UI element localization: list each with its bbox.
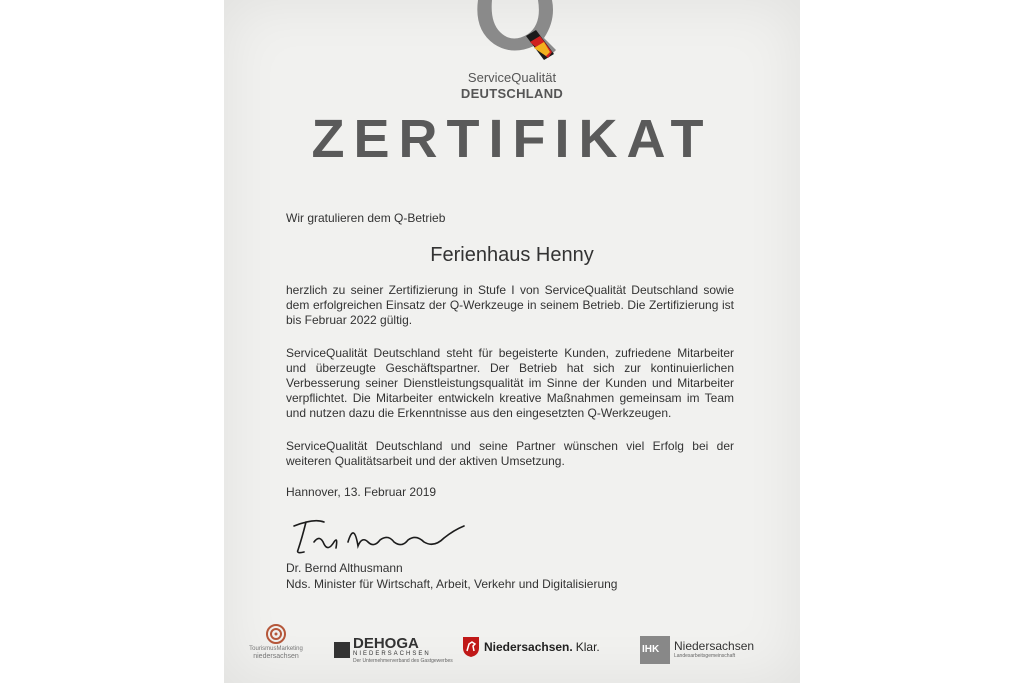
brand-line-1: ServiceQualität <box>467 70 557 85</box>
paragraph-certification: herzlich zu seiner Zertifizierung in Stufe I von ServiceQualität Deutschland sowie dem erfolgreichen Einsatz der Q-Werkzeuge in seinem Betrieb. Die Zertifizierung ist bis Februar 2022 gültig. <box>286 283 734 327</box>
tourism-line-2: niedersachsen <box>253 653 299 660</box>
certificate-title: ZERTIFIKAT <box>311 109 713 169</box>
niedersachsen-name: Niedersachsen. <box>484 640 573 654</box>
paragraph-wishes: ServiceQualität Deutschland und seine Partner wünschen viel Erfolg bei der weiteren Qualitätsarbeit und der aktiven Umsetzung. <box>286 439 734 468</box>
paragraph-description: ServiceQualität Deutschland steht für begeisterte Kunden, zufriedene Mitarbeiter und überzeugte Geschäftspartner. Der Betrieb hat sich zur kontinuierlichen Verbesserung seiner Dienstleistungsqualität im Sinne der Kunden und Mitarbeiter verpflichtet. Die Mitarbeiter entwickeln kreative Maßnahmen gemeinsam im Team und nutzen dazu die Erkenntnisse aus den eingesetzten Q-Werkzeugen. <box>286 346 734 420</box>
ihk-logo <box>640 636 754 664</box>
dehoga-sub: NIEDERSACHSEN <box>353 651 431 657</box>
niedersachsen-klar: Klar. <box>575 640 600 654</box>
ihk-sub: Landesarbeitsgemeinschaft <box>674 653 736 659</box>
dehoga-mark-icon <box>334 642 350 658</box>
tourism-marketing-logo <box>246 622 306 661</box>
place-date: Hannover, 13. Februar 2019 <box>286 485 437 499</box>
horse-crest-icon <box>462 636 480 658</box>
signer-role: Nds. Minister für Wirtschaft, Arbeit, Verkehr und Digitalisierung <box>286 577 618 591</box>
signer-block <box>286 560 734 592</box>
signature-image <box>284 512 484 560</box>
certificate-paper <box>224 0 800 683</box>
dehoga-name: DEHOGA <box>353 635 419 652</box>
ihk-box-label: IHK <box>642 644 660 655</box>
signer-name: Dr. Bernd Althusmann <box>286 561 403 575</box>
ihk-name: Niedersachsen <box>674 639 755 653</box>
tourism-line-1: TourismusMarketing <box>249 646 303 652</box>
partner-logos <box>224 618 800 670</box>
greeting-text: Wir gratulieren dem Q-Betrieb <box>286 211 446 225</box>
brand-line-2: DEUTSCHLAND <box>460 86 564 101</box>
service-quality-q-logo <box>464 0 564 62</box>
business-name: Ferienhaus Henny <box>430 244 594 266</box>
dehoga-logo <box>334 636 453 664</box>
dehoga-tagline: Der Unternehmerverband des Gastgewerbes <box>353 658 453 664</box>
swirl-icon <box>262 622 290 646</box>
niedersachsen-logo <box>462 636 600 658</box>
ihk-mark-icon <box>640 636 670 664</box>
